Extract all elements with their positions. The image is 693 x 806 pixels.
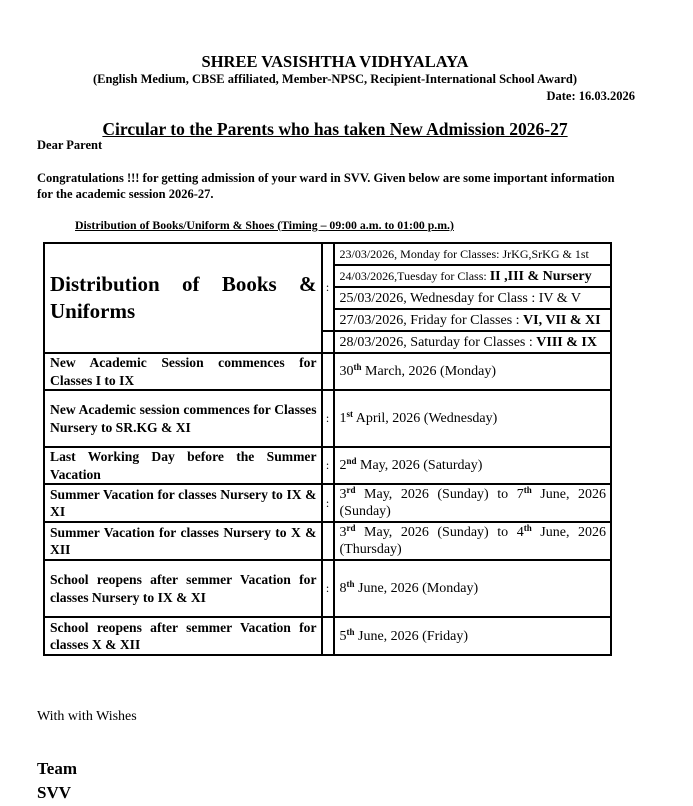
value-segment: April, 2026 (Wednesday) [353,411,498,426]
value-segment: March, 2026 (Monday) [361,364,497,379]
school-name: SHREE VASISHTHA VIDHYALAYA [201,52,469,71]
ordinal-suffix: rd [346,523,356,533]
value-segment: 2 [339,458,347,473]
distribution-row [44,243,611,265]
ordinal-suffix: rd [346,485,356,495]
event-label: School reopens after semmer Vacation for classes X & XII [44,617,322,655]
colon-separator: : [322,484,334,522]
value-segment: 30 [339,364,354,379]
event-date [334,390,612,447]
school-subtitle: (English Medium, CBSE affiliated, Member-NPSC, Recipient-International School Award) [92,72,577,86]
value-segment: June, 2026 (Monday) [354,581,479,596]
value-segment: , Saturday for Classes : [403,334,537,350]
distribution-label: Distribution of Books & Uniforms [44,243,322,353]
ordinal-suffix: th [353,362,362,372]
event-label: School reopens after semmer Vacation for classes Nursery to IX & XI [44,560,322,617]
value-segment: 8 [339,581,347,596]
distribution-schedule [334,331,612,353]
table-row [44,390,611,447]
colon-separator [322,617,334,655]
distribution-schedule [334,265,612,287]
circular-date: Date: 16.03.2026 [546,89,635,103]
event-date [334,617,612,655]
schedule-table [43,242,612,656]
value-segment: 25/03/2026 [339,290,404,306]
value-segment: , Friday for Classes : [403,312,524,328]
colon-separator [322,522,334,560]
signature-team: Team [37,759,77,778]
value-segment: VI, VII & XI [523,312,601,328]
event-label: Last Working Day before the Summer Vacation [44,447,322,484]
table-row [44,617,611,655]
signature-org: SVV [37,783,72,802]
value-segment: , Wednesday for Class : [403,290,539,306]
value-segment: May, 2026 (Sunday) to 7 [355,487,524,502]
value-segment: 23/03/2026 [339,246,395,261]
value-segment: JrKG,SrKG & 1st [502,246,589,261]
colon-separator: : [322,560,334,617]
value-segment: June, 2026 (Friday) [354,628,469,644]
value-segment: 28/03/2026 [339,334,404,350]
event-label: New Academic Session commences for Classes I to IX [44,353,322,390]
table-row [44,522,611,560]
value-segment: 3 [339,487,347,502]
value-segment: 24/03/2026 [339,268,395,283]
salutation: Dear Parent [37,138,103,152]
distribution-schedule [334,243,612,265]
value-segment: June, 2026 (Thursday) [339,525,606,557]
event-label: Summer Vacation for classes Nursery to X & XII [44,522,322,560]
value-segment: 5 [339,628,347,644]
ordinal-suffix: th [346,579,355,589]
value-segment: II ,III & Nursery [489,268,592,284]
value-segment: May, 2026 (Sunday) to 4 [355,525,524,540]
value-segment: 27/03/2026 [339,312,404,328]
intro-paragraph: Congratulations !!! for getting admission of your ward in SVV. Given below are some important information for the academic session 2026-27. [37,171,615,201]
colon-separator: : [322,390,334,447]
ordinal-suffix: th [346,626,355,637]
ordinal-suffix: st [346,409,353,419]
value-segment: , Monday for Classes: [394,246,503,261]
value-segment: ,Tuesday for Class: [394,268,490,283]
table-row [44,353,611,390]
circular-title: Circular to the Parents who has taken New Admission 2026-27 [102,119,568,139]
table-row [44,447,611,484]
colon-separator [322,331,334,353]
colon-separator: : [322,243,334,331]
ordinal-suffix: nd [346,456,357,466]
event-date [334,484,612,522]
distribution-schedule [334,287,612,309]
distribution-heading: Distribution of Books/Uniform & Shoes (Timing – 09:00 a.m. to 01:00 p.m.) [75,218,454,232]
event-date [334,353,612,390]
event-label: New Academic session commences for Classes Nursery to SR.KG & XI [44,390,322,447]
closing-wishes: With with Wishes [37,709,137,724]
value-segment: IV & V [538,290,582,306]
value-segment: June, 2026 (Sunday) [339,487,606,519]
table-row [44,560,611,617]
distribution-schedule [334,309,612,331]
event-date [334,447,612,484]
ordinal-suffix: th [523,485,532,495]
colon-separator: : [322,447,334,484]
value-segment: 3 [339,525,347,540]
colon-separator [322,353,334,390]
ordinal-suffix: th [523,523,532,533]
value-segment: VIII & IX [536,334,597,350]
value-segment: May, 2026 (Saturday) [356,458,483,473]
value-segment: 1 [339,411,347,426]
event-date [334,560,612,617]
table-row [44,484,611,522]
event-label: Summer Vacation for classes Nursery to IX & XI [44,484,322,522]
event-date [334,522,612,560]
